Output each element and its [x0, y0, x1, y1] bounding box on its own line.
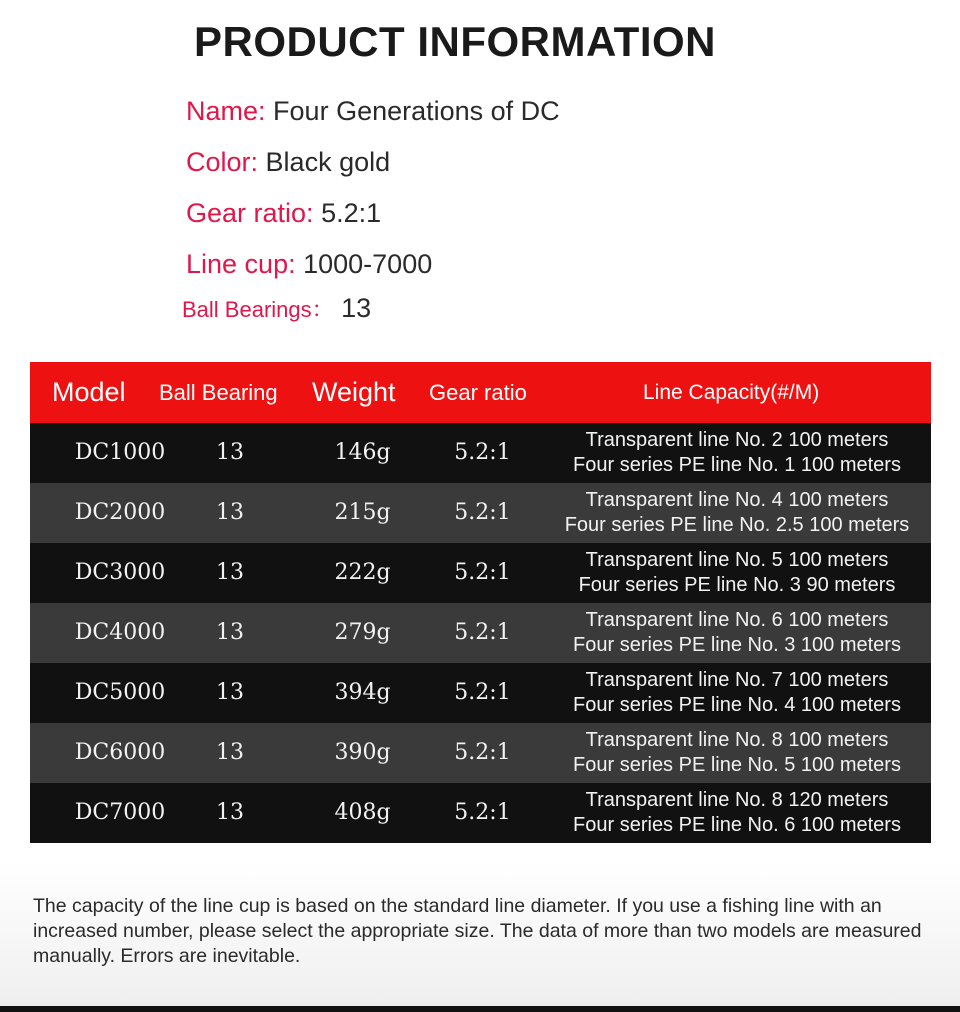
spec-gear-ratio-label: Gear ratio: [186, 198, 314, 228]
header-ball-bearing: Ball Bearing [159, 380, 278, 405]
capacity-pe: Four series PE line No. 3 100 meters [573, 634, 901, 656]
capacity-pe: Four series PE line No. 1 100 meters [573, 454, 901, 476]
table-row [30, 723, 931, 783]
disclaimer-note: The capacity of the line cup is based on the standard line diameter. If you use a fishing line with an increased number, please select the appropriate size. The data of more than two models are measured manually. Errors are inevitable. [33, 895, 922, 967]
capacity-pe: Four series PE line No. 2.5 100 meters [564, 514, 910, 536]
cell-line-capacity [543, 423, 931, 483]
capacity-transparent: Transparent line No. 8 100 meters [585, 729, 889, 751]
capacity-transparent: Transparent line No. 2 100 meters [585, 429, 889, 451]
table-row [30, 483, 931, 543]
table-row [30, 603, 931, 663]
capacity-transparent: Transparent line No. 4 100 meters [585, 489, 889, 511]
spec-gear-ratio-value: 5.2:1 [321, 198, 382, 228]
table-row [30, 663, 931, 723]
cell-weight: 215g [334, 500, 391, 525]
cell-model: DC1000 [74, 440, 166, 465]
cell-line-capacity [543, 723, 931, 783]
capacity-transparent: Transparent line No. 8 120 meters [585, 789, 889, 811]
capacity-pe: Four series PE line No. 4 100 meters [573, 694, 901, 716]
cell-model: DC7000 [74, 800, 166, 825]
cell-ratio: 5.2:1 [454, 440, 511, 465]
cell-ratio: 5.2:1 [454, 560, 511, 585]
cell-line-capacity [543, 483, 931, 543]
cell-bearing: 13 [216, 740, 244, 765]
cell-ratio: 5.2:1 [454, 740, 511, 765]
cell-line-capacity [543, 783, 931, 843]
cell-bearing: 13 [216, 440, 244, 465]
cell-ratio: 5.2:1 [454, 500, 511, 525]
cell-bearing: 13 [216, 500, 244, 525]
spec-name-value: Four Generations of DC [273, 96, 560, 126]
cell-ratio: 5.2:1 [454, 680, 511, 705]
cell-line-capacity [543, 603, 931, 663]
capacity-pe: Four series PE line No. 5 100 meters [573, 754, 901, 776]
spec-line-cup-label: Line cup: [186, 249, 296, 279]
spec-color [186, 147, 390, 178]
bottom-divider [0, 1006, 960, 1012]
spec-line-cup-value: 1000-7000 [303, 249, 433, 279]
spec-gear-ratio [186, 198, 381, 229]
cell-weight: 279g [334, 620, 391, 645]
spec-ball-bearings [182, 293, 371, 324]
cell-line-capacity [543, 543, 931, 603]
table-row [30, 543, 931, 603]
capacity-transparent: Transparent line No. 6 100 meters [585, 609, 889, 631]
table-row [30, 783, 931, 843]
cell-weight: 390g [334, 740, 391, 765]
spec-color-value: Black gold [265, 147, 391, 177]
spec-table [30, 362, 931, 843]
spec-color-label: Color: [186, 147, 259, 177]
cell-bearing: 13 [216, 800, 244, 825]
cell-weight: 146g [334, 440, 391, 465]
capacity-pe: Four series PE line No. 6 100 meters [573, 814, 901, 836]
cell-bearing: 13 [216, 680, 244, 705]
header-gear-ratio: Gear ratio [429, 380, 527, 405]
cell-model: DC6000 [74, 740, 166, 765]
header-weight: Weight [312, 377, 396, 407]
spec-name-label: Name: [186, 96, 266, 126]
cell-ratio: 5.2:1 [454, 800, 511, 825]
cell-bearing: 13 [216, 560, 244, 585]
capacity-pe: Four series PE line No. 3 90 meters [578, 574, 896, 596]
capacity-transparent: Transparent line No. 5 100 meters [585, 549, 889, 571]
table-row [30, 423, 931, 483]
cell-model: DC5000 [74, 680, 166, 705]
cell-weight: 408g [334, 800, 391, 825]
header-model: Model [52, 377, 126, 407]
header-line-capacity: Line Capacity(#/M) [643, 381, 820, 404]
cell-line-capacity [543, 663, 931, 723]
capacity-transparent: Transparent line No. 7 100 meters [585, 669, 889, 691]
spec-ball-bearings-value: 13 [341, 293, 372, 323]
spec-line-cup [186, 249, 432, 280]
cell-weight: 222g [334, 560, 391, 585]
cell-model: DC2000 [74, 500, 166, 525]
spec-name [186, 96, 560, 127]
page-title: PRODUCT INFORMATION [193, 18, 716, 65]
cell-weight: 394g [334, 680, 391, 705]
spec-ball-bearings-label: Ball Bearings： [182, 297, 334, 322]
cell-model: DC4000 [74, 620, 166, 645]
table-header [30, 362, 931, 423]
cell-model: DC3000 [74, 560, 166, 585]
cell-ratio: 5.2:1 [454, 620, 511, 645]
cell-bearing: 13 [216, 620, 244, 645]
